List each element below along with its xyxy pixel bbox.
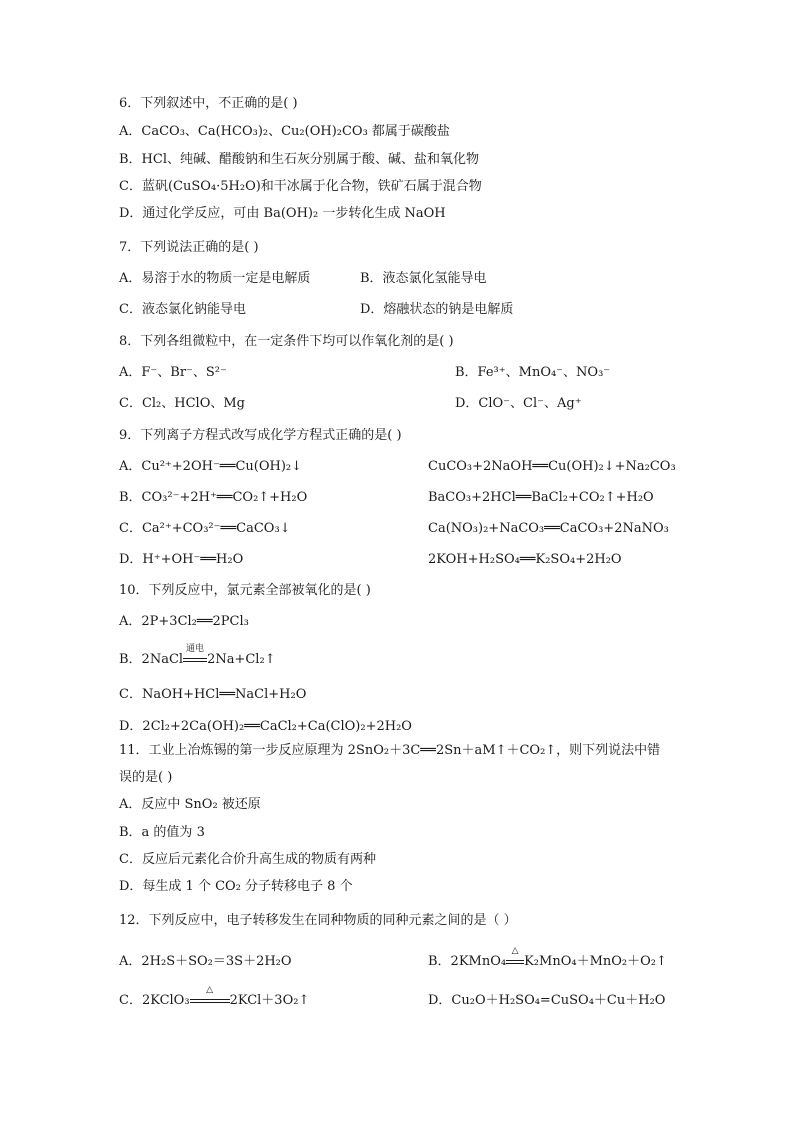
- q12-option-d: D．Cu₂O＋H₂SO₄=CuSO₄＋Cu＋H₂O: [428, 993, 666, 1008]
- q8-option-a: A．F⁻、Br⁻、S²⁻: [119, 365, 227, 380]
- q7-option-d: D．熔融状态的钠是电解质: [360, 302, 514, 317]
- q9-option-c-ionic: C．Ca²⁺+CO₃²⁻══CaCO₃↓: [119, 521, 291, 536]
- q9-option-a-equation: CuCO₃+2NaOH══Cu(OH)₂↓+Na₂CO₃: [428, 459, 676, 474]
- q8-option-c: C．Cl₂、HClO、Mg: [119, 396, 245, 411]
- q10-stem: 10．下列反应中，氯元素全部被氧化的是( ): [119, 583, 371, 598]
- q8-stem: 8．下列各组微粒中，在一定条件下均可以作氧化剂的是( ): [119, 334, 454, 349]
- q12-option-a: A．2H₂S＋SO₂＝3S＋2H₂O: [119, 954, 292, 969]
- q11-option-b: B．a 的值为 3: [119, 825, 205, 840]
- q11-option-a: A．反应中 SnO₂ 被还原: [119, 797, 261, 812]
- q10-option-b-reactant: B．2NaCl: [119, 652, 184, 667]
- q12-stem: 12．下列反应中，电子转移发生在同种物质的同种元素之间的是（ ）: [119, 913, 517, 928]
- q8-option-b: B．Fe³⁺、MnO₄⁻、NO₃⁻: [455, 365, 611, 380]
- q10-option-b-products: 2Na+Cl₂↑: [207, 652, 276, 667]
- q10-option-b: [119, 643, 276, 669]
- q12-option-c-reactant: C．2KClO₃: [119, 993, 190, 1008]
- q10-option-c: C．NaOH+HCl══NaCl+H₂O: [119, 687, 307, 702]
- q6-option-b: B．HCl、纯碱、醋酸钠和生石灰分别属于酸、碱、盐和氧化物: [119, 152, 479, 167]
- q10-option-a: A．2P+3Cl₂══2PCl₃: [119, 614, 249, 629]
- q7-option-b: B．液态氯化氢能导电: [360, 271, 487, 286]
- q9-option-b-equation: BaCO₃+2HCl══BaCl₂+CO₂↑+H₂O: [428, 490, 654, 505]
- q12-option-c-condition: △: [206, 984, 214, 995]
- q9-stem: 9．下列离子方程式改写成化学方程式正确的是( ): [119, 428, 402, 443]
- q10-option-b-condition: 通电: [186, 643, 205, 654]
- q9-option-c-equation: Ca(NO₃)₂+NaCO₃══CaCO₃+2NaNO₃: [428, 521, 669, 536]
- q9-option-b-ionic: B．CO₃²⁻+2H⁺══CO₂↑+H₂O: [119, 490, 308, 505]
- q12-option-b-condition: △: [511, 945, 519, 956]
- q12-option-b-products: K₂MnO₄＋MnO₂＋O₂↑: [524, 954, 667, 969]
- q7-option-a: A．易溶于水的物质一定是电解质: [119, 271, 311, 286]
- q6-option-a: A．CaCO₃、Ca(HCO₃)₂、Cu₂(OH)₂CO₃ 都属于碳酸盐: [119, 124, 450, 139]
- q10-option-d: D．2Cl₂+2Ca(OH)₂══CaCl₂+Ca(ClO)₂+2H₂O: [119, 719, 412, 734]
- q8-option-d: D．ClO⁻、Cl⁻、Ag⁺: [455, 396, 582, 411]
- q12-option-b-reactant: B．2KMnO₄: [428, 954, 507, 969]
- q12-option-b: [428, 945, 667, 971]
- q12-option-c: [119, 984, 310, 1010]
- q9-option-d-ionic: D．H⁺+OH⁻══H₂O: [119, 552, 244, 567]
- q7-stem: 7．下列说法正确的是( ): [119, 240, 259, 255]
- q7-option-c: C．液态氯化钠能导电: [119, 302, 246, 317]
- q9-option-a-ionic: A．Cu²⁺+2OH⁻══Cu(OH)₂↓: [119, 459, 303, 474]
- q6-stem: 6．下列叙述中，不正确的是( ): [119, 96, 298, 111]
- q6-option-d: D．通过化学反应，可由 Ba(OH)₂ 一步转化生成 NaOH: [119, 206, 446, 221]
- reaction-condition-arrow: [183, 643, 207, 667]
- heat-condition-arrow: [506, 945, 524, 969]
- q11-stem: 11．工业上冶炼锡的第一步反应原理为 2SnO₂＋3C══2Sn＋aM↑＋CO₂↑，则下列说法中错: [119, 743, 661, 758]
- q9-option-d-equation: 2KOH+H₂SO₄══K₂SO₄+2H₂O: [428, 552, 622, 567]
- q6-option-c: C．蓝矾(CuSO₄·5H₂O)和干冰属于化合物，铁矿石属于混合物: [119, 179, 482, 194]
- q12-option-c-products: 2KCl＋3O₂↑: [229, 993, 310, 1008]
- heat-condition-arrow: [190, 984, 230, 1008]
- q11-option-d: D．每生成 1 个 CO₂ 分子转移电子 8 个: [119, 879, 353, 894]
- q11-stem-cont: 误的是( ): [119, 770, 173, 785]
- q11-option-c: C．反应后元素化合价升高生成的物质有两种: [119, 852, 376, 867]
